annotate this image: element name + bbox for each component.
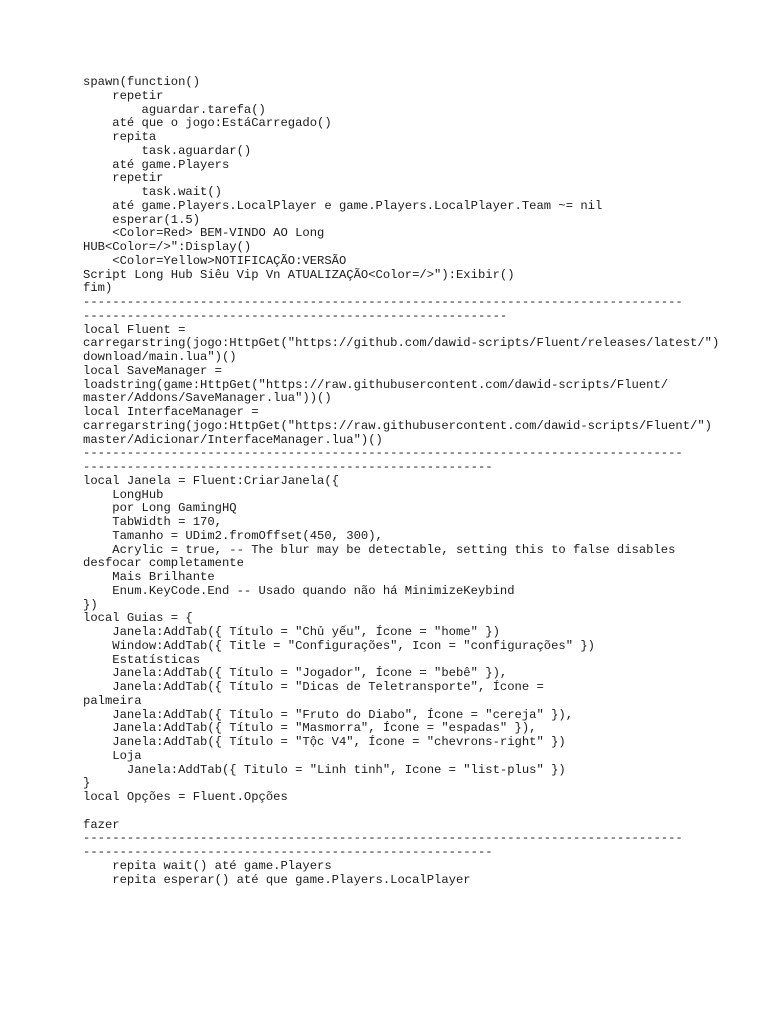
- code-line: local SaveManager =: [83, 363, 222, 378]
- code-line: --------------------------------------------------------: [83, 845, 493, 859]
- code-line: HUB<Color=/>":Display(): [83, 240, 252, 254]
- code-line: fazer: [83, 817, 120, 832]
- code-listing: [83, 76, 763, 887]
- code-line: task.wait(): [83, 185, 222, 199]
- code-line: }): [83, 597, 98, 612]
- code-line: até game.Players.LocalPlayer e game.Players.LocalPlayer.Team ~= nil: [83, 198, 603, 213]
- code-line: carregarstring(jogo:HttpGet("https://raw.githubusercontent.com/dawid-scripts/Fluent/"): [83, 418, 712, 433]
- code-line: }: [83, 776, 91, 791]
- code-line: Estatísticas: [83, 652, 201, 667]
- code-line: Janela:AddTab({ Título = "Tộc V4", Ícone = "chevrons-right" }): [83, 735, 566, 749]
- code-line: Loja: [83, 748, 142, 763]
- code-line: spawn(function(): [83, 75, 201, 89]
- code-line: desfocar completamente: [83, 556, 244, 571]
- code-line: Acrylic = true, -- The blur may be detectable, setting this to false disables: [83, 542, 676, 557]
- code-line: fim): [83, 281, 113, 296]
- code-line: repetir: [83, 88, 164, 103]
- code-line: local Janela = Fluent:CriarJanela({: [83, 473, 339, 488]
- code-line: Janela:AddTab({ Título = "Masmorra", Ícone = "espadas" }),: [83, 721, 537, 736]
- code-line: Janela:AddTab({ Titulo = "Linh tinh", Icone = "list-plus" }): [83, 762, 566, 777]
- code-line: Janela:AddTab({ Título = "Fruto do Diabo", Ícone = "cereja" }),: [83, 707, 574, 722]
- code-line: local Guias = {: [83, 611, 193, 626]
- code-line: ----------------------------------------------------------------------------------: [83, 446, 683, 461]
- code-line: Mais Brilhante: [83, 570, 215, 584]
- code-line: carregarstring(jogo:HttpGet("https://github.com/dawid-scripts/Fluent/releases/latest/"): [83, 336, 720, 351]
- code-line: aguardar.tarefa(): [83, 102, 266, 117]
- code-line: task.aguardar(): [83, 143, 252, 158]
- code-line: TabWidth = 170,: [83, 515, 222, 529]
- code-line: esperar(1.5): [83, 212, 201, 227]
- code-line: master/Addons/SaveManager.lua"))(): [83, 391, 332, 406]
- code-line: palmeira: [83, 693, 142, 708]
- code-line: master/Adicionar/InterfaceManager.lua")(): [83, 432, 383, 447]
- code-line: <Color=Yellow>NOTIFICAÇÃO:VERSÃO: [83, 253, 347, 268]
- code-line: Enum.KeyCode.End -- Usado quando não há MinimizeKeybind: [83, 583, 515, 598]
- code-line: Janela:AddTab({ Título = "Chủ yếu", Ícone = "home" }): [83, 625, 500, 639]
- code-line: Script Long Hub Siêu Vip Vn ATUALIZAÇÃO<Color=/>"):Exibir(): [83, 267, 515, 282]
- code-line: <Color=Red> BEM-VINDO AO Long: [83, 226, 325, 241]
- code-line: local InterfaceManager =: [83, 405, 259, 419]
- code-line: repita wait() até game.Players: [83, 858, 332, 873]
- code-line: Janela:AddTab({ Título = "Dicas de Teletransporte", Ícone =: [83, 680, 544, 694]
- code-line: até game.Players: [83, 157, 230, 172]
- code-line: ----------------------------------------------------------: [83, 308, 508, 323]
- code-line: local Opções = Fluent.Opções: [83, 790, 288, 804]
- code-line: Tamanho = UDim2.fromOffset(450, 300),: [83, 528, 383, 543]
- code-line: por Long GamingHQ: [83, 501, 237, 516]
- code-line: Janela:AddTab({ Título = "Jogador", Ícone = "bebê" }),: [83, 666, 508, 681]
- code-line: repita: [83, 130, 157, 144]
- code-line: LongHub: [83, 487, 164, 502]
- code-line: [83, 805, 763, 819]
- code-line: repita esperar() até que game.Players.LocalPlayer: [83, 872, 471, 887]
- code-line: ----------------------------------------------------------------------------------: [83, 831, 683, 846]
- code-line: loadstring(game:HttpGet("https://raw.githubusercontent.com/dawid-scripts/Fluent/: [83, 377, 669, 392]
- code-line: ----------------------------------------------------------------------------------: [83, 295, 683, 309]
- code-line: Window:AddTab({ Title = "Configurações", Icon = "configurações" }): [83, 638, 595, 653]
- code-line: até que o jogo:EstáCarregado(): [83, 116, 332, 131]
- code-line: download/main.lua")(): [83, 350, 237, 364]
- code-line: local Fluent =: [83, 322, 186, 337]
- code-line: repetir: [83, 171, 164, 186]
- code-line: --------------------------------------------------------: [83, 460, 493, 474]
